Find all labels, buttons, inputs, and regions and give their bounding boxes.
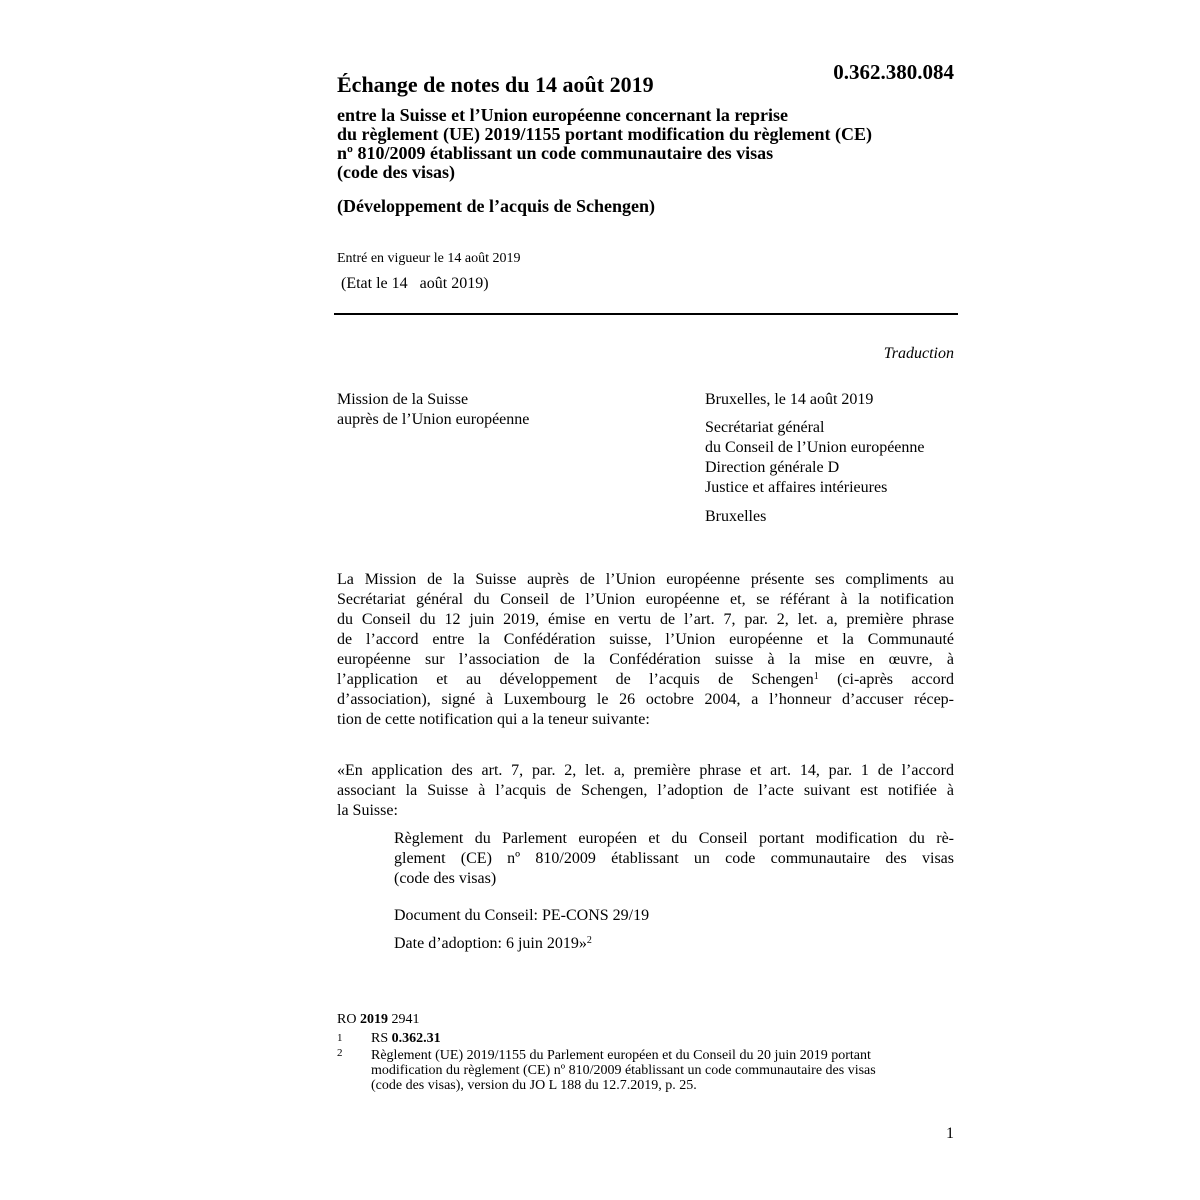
- subtitle-line: (code des visas): [337, 162, 455, 182]
- ro-reference: [337, 1012, 419, 1028]
- recipient-line: Secrétariat général: [705, 419, 825, 436]
- regulation-title: [394, 829, 954, 889]
- page-number: 1: [946, 1125, 954, 1142]
- header-divider: [334, 313, 958, 315]
- footnote-line: Règlement (UE) 2019/1155 du Parlement européen et du Conseil du 20 juin 2019 portant: [371, 1048, 871, 1063]
- recipient-line: Justice et affaires intérieures: [705, 479, 888, 496]
- footnote-ref-2[interactable]: 2: [586, 935, 592, 946]
- paragraph-line: «En application des art. 7, par. 2, let. a, première phrase et art. 14, par. 1 de l’accord: [337, 762, 954, 779]
- document-subtitle: [337, 106, 957, 182]
- council-document: Document du Conseil: PE-CONS 29/19: [394, 907, 650, 924]
- paragraph-line: La Mission de la Suisse auprès de l’Union européenne présente ses compliments au: [337, 571, 954, 588]
- footnote-ref-1[interactable]: 1: [813, 671, 819, 682]
- recipient-line: du Conseil de l’Union européenne: [705, 439, 925, 456]
- regulation-line: (code des visas): [394, 870, 497, 887]
- footnote-1-text: [371, 1031, 955, 1046]
- adoption-date: [394, 934, 954, 954]
- sender-line: auprès de l’Union européenne: [337, 411, 530, 428]
- document-title: Échange de notes du 14 août 2019: [337, 72, 654, 97]
- paragraph-line: de l’accord entre la Confédération suisse, l’Union européenne et la Communauté: [337, 631, 954, 648]
- footnote-line: (code des visas), version du JO L 188 du 12.7.2019, p. 25.: [371, 1078, 697, 1093]
- subtitle-line: du règlement (UE) 2019/1155 portant modification du règlement (CE): [337, 124, 872, 144]
- footnote-1-ref: 0.362.31: [391, 1031, 441, 1046]
- paragraph-line: Secrétariat général du Conseil de l’Union européenne et, se référant à la notification: [337, 591, 954, 608]
- state-as-of: (Etat le 14 août 2019): [341, 275, 489, 292]
- subtitle-line: entre la Suisse et l’Union européenne concernant la reprise: [337, 105, 788, 125]
- translation-label: Traduction: [883, 345, 954, 362]
- sender-block: [337, 390, 529, 430]
- paragraph-line: européenne sur l’association de la Confédération suisse à la mise en œuvre, à: [337, 651, 954, 668]
- regulation-line: Règlement du Parlement européen et du Conseil portant modification du rè-: [394, 830, 954, 847]
- recipient-city: Bruxelles: [705, 508, 767, 525]
- footnote-2-number: 2: [337, 1047, 343, 1059]
- sr-number: 0.362.380.084: [833, 60, 954, 84]
- place-date: Bruxelles, le 14 août 2019: [705, 391, 874, 408]
- ro-prefix: RO: [337, 1012, 360, 1027]
- footnote-1-prefix: RS: [371, 1031, 392, 1046]
- subtitle-line: nº 810/2009 établissant un code communautaire des visas: [337, 143, 774, 163]
- ro-year: 2019: [359, 1012, 388, 1027]
- recipient-block: [705, 418, 925, 498]
- paragraph-line: d’association), signé à Luxembourg le 26 octobre 2004, a l’honneur d’accuser récep-: [337, 691, 954, 708]
- paragraph-line: du Conseil du 12 juin 2019, émise en vertu de l’art. 7, par. 2, let. a, première phrase: [337, 611, 954, 628]
- footnote-2-text: [371, 1048, 955, 1093]
- paragraph-line: associant la Suisse à l’acquis de Schengen, l’adoption de l’acte suivant est notifiée à: [337, 782, 954, 799]
- regulation-line: glement (CE) nº 810/2009 établissant un code communautaire des visas: [394, 850, 954, 867]
- adoption-date-text: Date d’adoption: 6 juin 2019»: [394, 935, 587, 952]
- schengen-development-label: (Développement de l’acquis de Schengen): [337, 196, 655, 216]
- footnote-1-number: 1: [337, 1032, 343, 1044]
- footnote-line: modification du règlement (CE) nº 810/2009 établissant un code communautaire des visas: [371, 1063, 876, 1078]
- sender-line: Mission de la Suisse: [337, 391, 469, 408]
- paragraph-line: tion de cette notification qui a la teneur suivante:: [337, 711, 650, 728]
- paragraph-line: [337, 670, 954, 690]
- paragraph-line: la Suisse:: [337, 802, 398, 819]
- paragraph-text: (ci-après accord: [818, 671, 954, 688]
- entry-into-force: Entré en vigueur le 14 août 2019: [337, 251, 521, 266]
- recipient-line: Direction générale D: [705, 459, 840, 476]
- body-paragraph-1: [337, 570, 954, 730]
- ro-page: 2941: [387, 1012, 420, 1027]
- body-paragraph-2: [337, 761, 954, 821]
- paragraph-text: l’application et au développement de l’acquis de Schengen: [337, 671, 814, 688]
